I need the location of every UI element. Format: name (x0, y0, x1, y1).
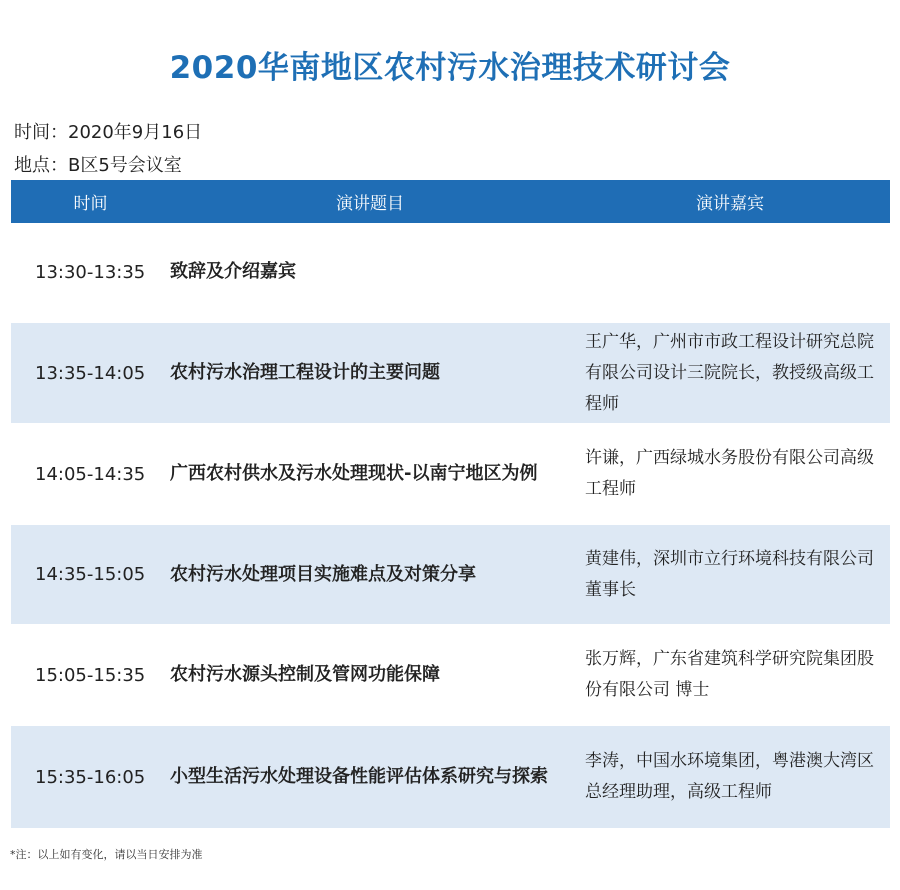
table-row (11, 223, 890, 323)
row-time: 13:30-13:35 (35, 261, 146, 283)
table-header (11, 180, 890, 223)
row-time: 14:35-15:05 (35, 564, 146, 585)
header-topic: 演讲题目 (336, 194, 404, 214)
row-time: 14:05-14:35 (35, 463, 146, 485)
row-speaker: 王广华，广州市市政工程设计研究总院有限公司设计三院院长，教授级高级工程师 (585, 331, 874, 414)
table-row (11, 425, 890, 525)
table-row (11, 726, 890, 830)
row-topic: 农村污水处理项目实施难点及对策分享 (170, 563, 476, 585)
event-time: 时间：2020年9月16日 (14, 122, 203, 143)
row-topic: 致辞及介绍嘉宾 (170, 261, 296, 282)
header-speaker: 演讲嘉宾 (696, 194, 764, 214)
row-topic: 农村污水源头控制及管网功能保障 (170, 664, 440, 685)
event-place: 地点：B区5号会议室 (14, 155, 182, 176)
row-speaker: 李涛，中国水环境集团，粤港澳大湾区总经理助理，高级工程师 (585, 751, 874, 802)
row-time: 15:35-16:05 (35, 766, 146, 788)
table-row (11, 626, 890, 726)
footnote: *注：以上如有变化，请以当日安排为准 (10, 848, 203, 861)
table-row (11, 323, 890, 425)
header-time: 时间 (73, 194, 108, 214)
row-topic: 小型生活污水处理设备性能评估体系研究与探索 (170, 766, 548, 787)
row-time: 15:05-15:35 (35, 664, 146, 686)
row-speaker: 黄建伟，深圳市立行环境科技有限公司董事长 (585, 548, 874, 600)
page-title: 2020华南地区农村污水治理技术研讨会 (169, 50, 731, 86)
row-speaker: 张万辉，广东省建筑科学研究院集团股份有限公司 博士 (585, 649, 874, 700)
row-topic: 广西农村供水及污水处理现状-以南宁地区为例 (170, 463, 538, 484)
row-speaker: 许谦，广西绿城水务股份有限公司高级工程师 (585, 448, 874, 499)
schedule-table (11, 180, 890, 830)
row-time: 13:35-14:05 (35, 362, 146, 384)
row-topic: 农村污水治理工程设计的主要问题 (170, 362, 440, 383)
table-row (11, 525, 890, 626)
